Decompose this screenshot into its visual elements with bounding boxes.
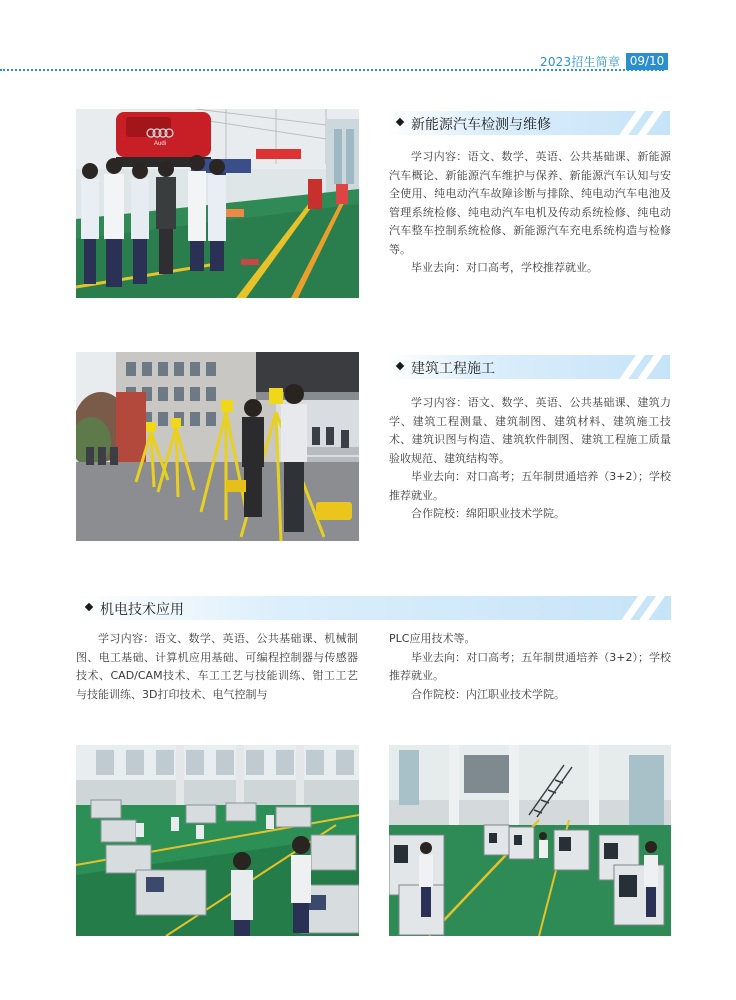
partner-college: 合作院校：内江职业技术学院。 — [411, 687, 565, 701]
section-title: 机电技术应用 — [100, 602, 184, 618]
partner-college: 合作院校：绵阳职业技术学院。 — [411, 507, 565, 520]
diamond-icon — [396, 118, 404, 126]
diamond-icon — [85, 603, 93, 611]
section-body-new-energy — [389, 148, 671, 278]
section-body-mechatronics-left — [76, 630, 358, 704]
section-body-mechatronics-right — [389, 630, 671, 704]
section-bar-construction — [387, 355, 670, 379]
study-content: 学习内容：语文、数学、英语、公共基础课、新能源汽车概论、新能源汽车维护与保养、新能源汽车认知与安全使用、纯电动汽车故障诊断与排除、纯电动汽车电池及管理系统检修、纯电动汽车电机及传动系统检修、纯电动汽车整车控制系统检修、新能源汽车充电系统构造与检修等。 — [389, 150, 671, 256]
photo-cnc-workshop — [389, 745, 671, 936]
study-content: 学习内容：语文、数学、英语、公共基础课、机械制图、电工基础、计算机应用基础、可编程控制器与传感器技术、CAD/CAM技术、车工工艺与技能训练、钳工工艺与技能训练、3D打印技术、电气控制与 — [76, 632, 358, 701]
photo-surveying-practice — [76, 352, 359, 541]
graduation-destination: 毕业去向：对口高考；五年制贯通培养（3+2）；学校推荐就业。 — [389, 650, 671, 682]
study-content-continued: PLC应用技术等。 — [389, 632, 476, 645]
car-badge-text: Audi — [154, 141, 167, 147]
graduation-destination: 毕业去向：对口高考；五年制贯通培养（3+2）；学校推荐就业。 — [389, 470, 671, 502]
section-title: 新能源汽车检测与维修 — [411, 117, 551, 133]
study-content: 学习内容：语文、数学、英语、公共基础课、建筑力学、建筑工程测量、建筑制图、建筑材料、建筑施工技术、建筑识图与构造、建筑软件制图、建筑工程施工质量验收规范、建筑结构等。 — [389, 396, 671, 465]
photo-lathe-workshop — [76, 745, 359, 936]
page-number-badge: 09/10 — [626, 53, 668, 70]
section-title: 建筑工程施工 — [411, 361, 495, 377]
section-bar-mechatronics — [76, 596, 671, 620]
diamond-icon — [396, 362, 404, 370]
graduation-destination: 毕业去向：对口高考，学校推荐就业。 — [411, 261, 598, 274]
section-body-construction — [389, 394, 671, 524]
photo-auto-workshop — [76, 109, 359, 298]
header-title: 2023招生简章 — [540, 55, 621, 69]
section-bar-new-energy — [387, 111, 670, 135]
